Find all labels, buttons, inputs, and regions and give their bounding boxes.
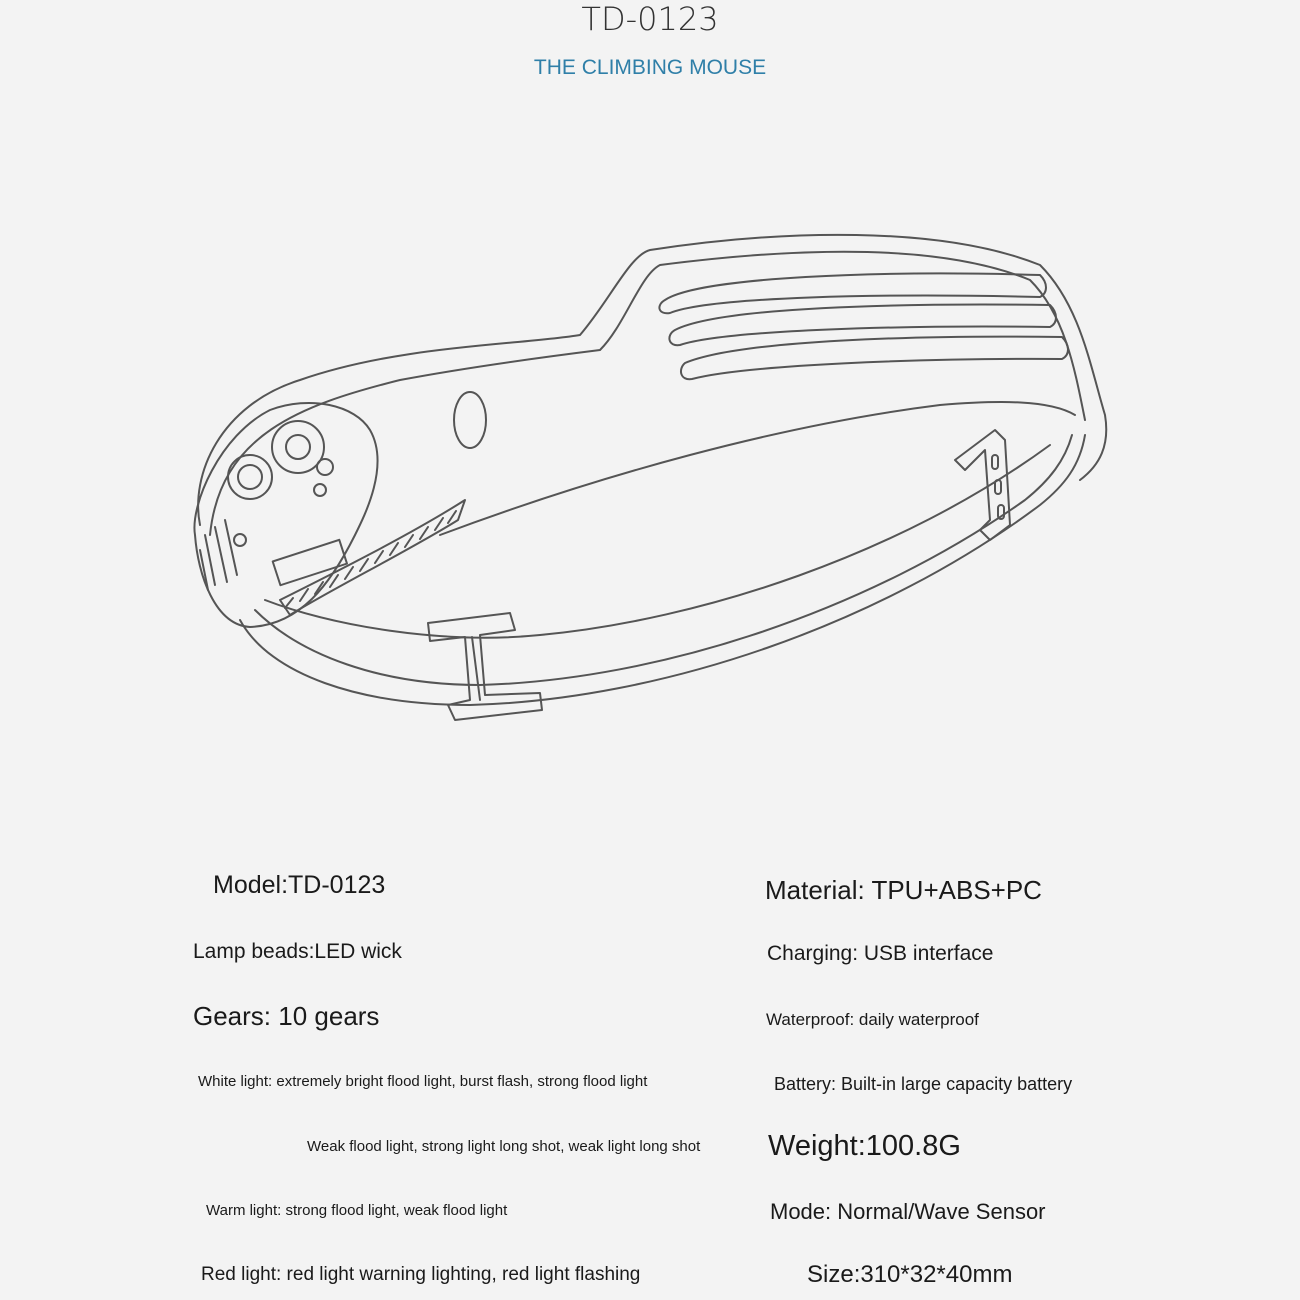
spec-white-light-continued: Weak flood light, strong light long shot, weak light long shot xyxy=(307,1138,701,1155)
spec-red-light: Red light: red light warning lighting, red light flashing xyxy=(201,1264,641,1285)
spec-gears: Gears: 10 gears xyxy=(193,1001,380,1031)
spec-waterproof: Waterproof: daily waterproof xyxy=(766,1010,979,1029)
spec-model: Model:TD-0123 xyxy=(213,871,386,899)
brand-subtitle: THE CLIMBING MOUSE xyxy=(533,56,767,79)
spec-white-light: White light: extremely bright flood light, burst flash, strong flood light xyxy=(198,1073,648,1090)
spec-charging: Charging: USB interface xyxy=(767,942,994,965)
spec-material: Material: TPU+ABS+PC xyxy=(765,875,1042,905)
spec-size: Size:310*32*40mm xyxy=(807,1261,1013,1288)
spec-weight: Weight:100.8G xyxy=(768,1130,961,1162)
spec-battery: Battery: Built-in large capacity battery xyxy=(774,1074,1073,1094)
headlamp-illustration xyxy=(180,205,1120,735)
spec-mode: Mode: Normal/Wave Sensor xyxy=(770,1199,1046,1224)
product-model-title: TD-0123 xyxy=(581,0,719,38)
spec-warm-light: Warm light: strong flood light, weak flood light xyxy=(206,1202,508,1219)
spec-lamp-beads: Lamp beads:LED wick xyxy=(193,940,402,963)
